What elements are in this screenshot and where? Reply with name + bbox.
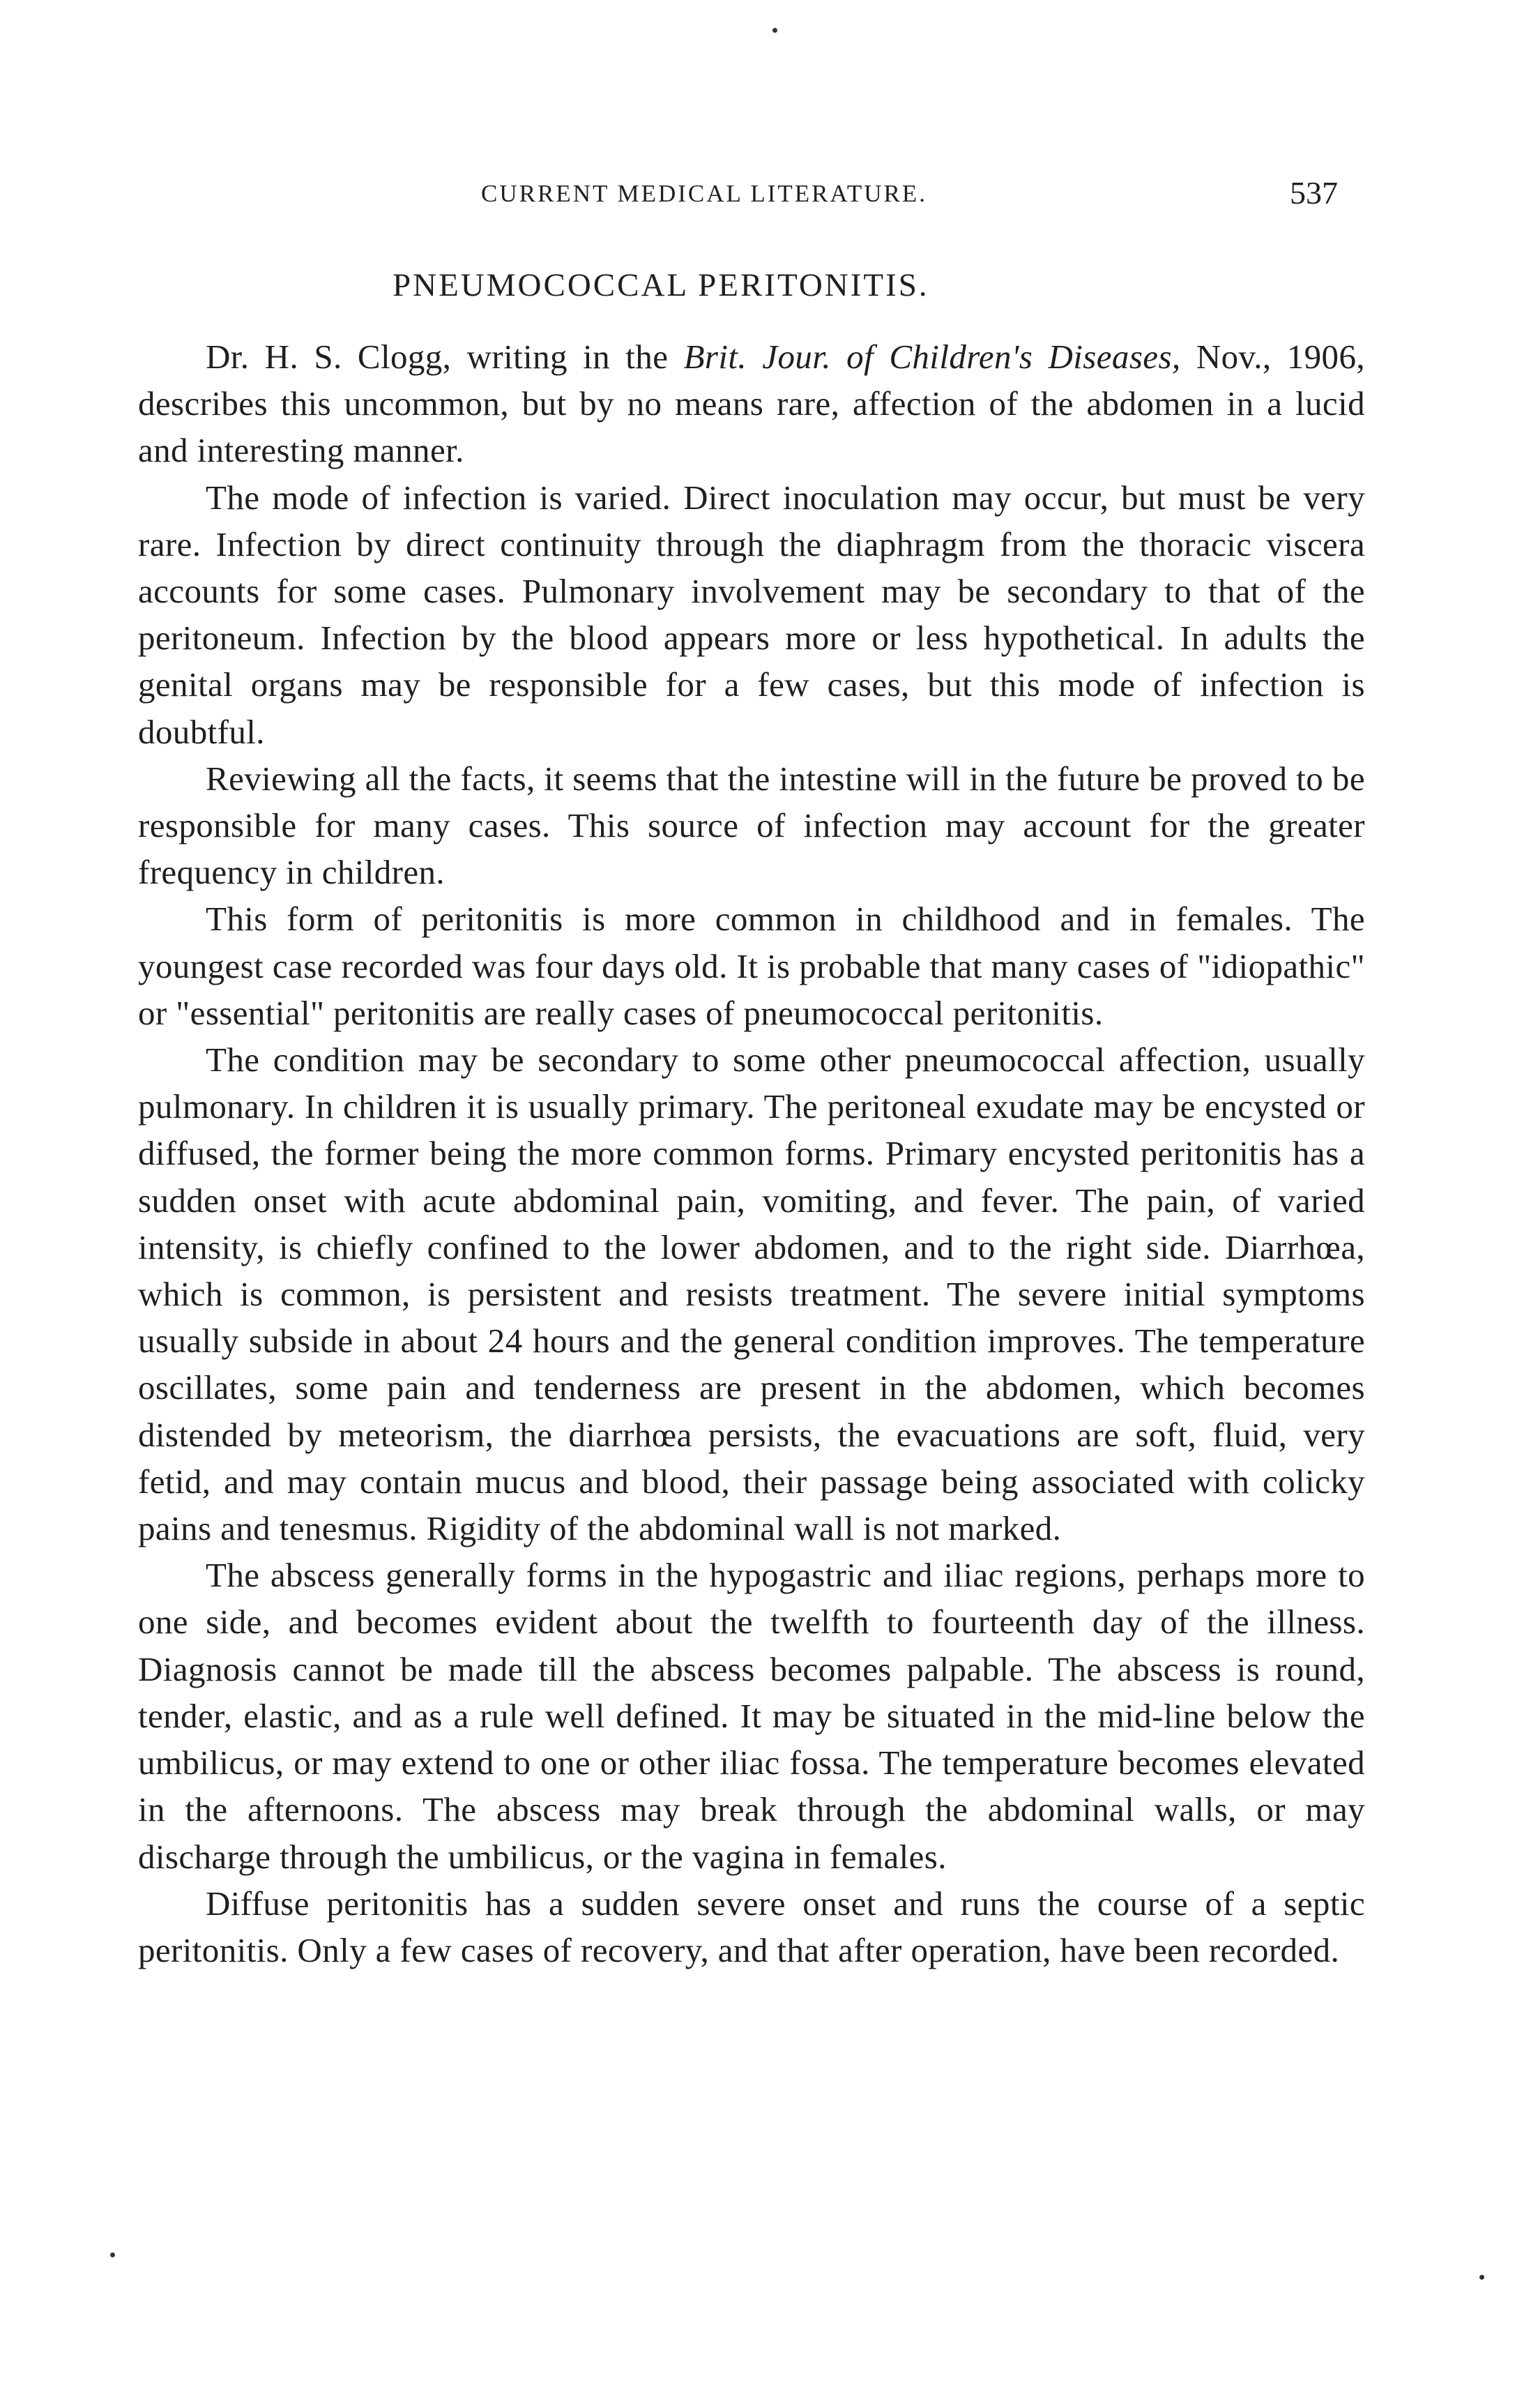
print-speck xyxy=(110,2252,115,2257)
paragraph-6: The abscess generally forms in the hypogastric and iliac regions, perhaps more to one side, and becomes evident about the twelfth to fourteenth day of the illness. Diagnosis cannot be made till the abscess becomes palpable. The abscess is round, tender, elastic, and as a rule well defined. It may be situated in the mid-line below the umbilicus, or may extend to one or other iliac fossa. The temperature becomes elevated in the afternoons. The abscess may break through the abdominal walls, or may discharge through the umbilicus, or the vagina in females. xyxy=(138,1556,1365,1876)
page-number: 537 xyxy=(1290,175,1338,211)
article-body xyxy=(138,333,1365,1974)
running-head: CURRENT MEDICAL LITERATURE. xyxy=(481,180,928,207)
paragraph-2: The mode of infection is varied. Direct inoculation may occur, but must be very rare. Infection by direct continuity through the diaphragm from the thoracic viscera accounts for some cases. Pulmonary involvement may be secondary to that of the peritoneum. Infection by the blood appears more or less hypothetical. In adults the genital organs may be responsible for a few cases, but this mode of infection is doubtful. xyxy=(138,478,1365,751)
paragraph-4: This form of peritonitis is more common in childhood and in females. The youngest case recorded was four days old. It is probable that many cases of "idiopathic" or "essential" peritonitis are really cases of pneumococcal peritonitis. xyxy=(138,900,1365,1032)
paragraph-7: Diffuse peritonitis has a sudden severe onset and runs the course of a septic peritonitis. Only a few cases of recovery, and that after operation, have been recorded. xyxy=(138,1884,1365,1969)
paragraph-1-text-a: Dr. H. S. Clogg, writing in the xyxy=(206,338,684,376)
journal-title: Brit. Jour. of Children's Diseases, xyxy=(683,338,1181,376)
paragraph-5: The condition may be secondary to some other pneumococcal affection, usually pulmonary. In children it is usually primary. The peritoneal exudate may be encysted or diffused, the former being the more common forms. Primary encysted peritonitis has a sudden onset with acute abdominal pain, vomiting, and fever. The pain, of varied intensity, is chiefly confined to the lower abdomen, and to the right side. Diarrhœa, which is common, is persistent and resists treatment. The severe initial symptoms usually subside in about 24 hours and the general condition improves. The temperature oscillates, some pain and tenderness are present in the abdomen, which becomes distended by meteorism, the diarrhœa persists, the evacuations are soft, fluid, very fetid, and may contain mucus and blood, their passage being associated with colicky pains and tenesmus. Rigidity of the abdominal wall is not marked. xyxy=(138,1040,1365,1548)
print-speck xyxy=(1479,2275,1484,2280)
article-title: PNEUMOCOCCAL PERITONITIS. xyxy=(393,267,929,303)
paragraph-3: Reviewing all the facts, it seems that the intestine will in the future be proved to be responsible for many cases. This source of infection may account for the greater frequency in children. xyxy=(138,759,1365,892)
paragraph-1 xyxy=(138,333,1365,474)
paragraph-1-text-b: Nov., 1906, describes this uncommon, but by no means rare, affection of the abdomen in a lucid and interesting manner. xyxy=(138,338,1365,470)
print-speck xyxy=(772,28,777,33)
